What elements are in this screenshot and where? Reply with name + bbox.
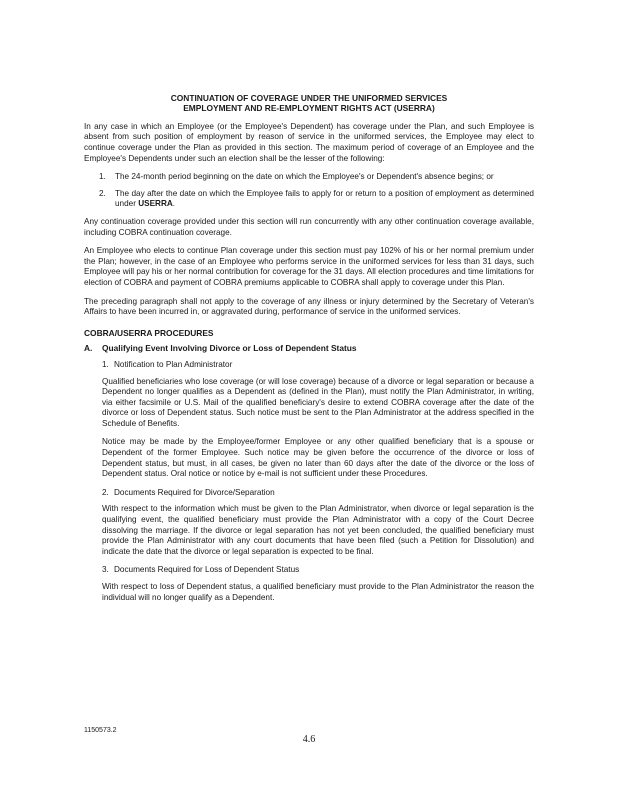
subsection-title: Qualifying Event Involving Divorce or Loss of Dependent Status [102,343,357,354]
list-item-text: The 24-month period beginning on the date on which the Employee's or Dependent's absence begins; or [115,172,494,182]
item-heading [102,360,534,371]
page-number: 4.6 [302,734,316,745]
list-item [84,172,534,183]
item-paragraph: Notice may be made by the Employee/former Employee or any other qualified beneficiary that is a spouse or Dependent of the former Employee. Such notice may be given before the occurrence of the divorce or loss of Dependent status, but must, in all cases, be given no later than 60 days after the date of the divorce or the loss of Dependent status. Oral notice or notice by e-mail is not sufficient under these Procedures. [102,437,534,479]
intro-paragraph: In any case in which an Employee (or the Employee's Dependent) has coverage under the Plan, and such Employee is absent from such position of employment by reason of service in the uniformed services, the Employee may elect to continue coverage under the Plan as provided in this section. The maximum period of coverage of an Employee and the Employee's Dependents under such an election shall be the lesser of the following: [84,121,534,163]
subsection-letter: A. [84,343,93,354]
item-number: 2. [102,487,109,497]
item-heading [102,565,534,576]
item-heading [102,488,534,499]
exclusion-paragraph: The preceding paragraph shall not apply to the coverage of any illness or injury determined by the Secretary of Veteran's Affairs to have been incurred in, or aggravated during, performance of service in the uniformed services. [84,296,534,317]
subsection-body [102,360,534,603]
list-item-text-lead: The day after the date on which the Employee fails to apply for or return to a position of employment as determined under [115,188,534,209]
document-body [84,93,534,611]
coverage-period-list [84,172,534,210]
item-title: Documents Required for Divorce/Separation [114,487,275,497]
list-item-number: 2. [99,188,106,198]
list-item-text [115,189,534,210]
item-number: 3. [102,565,109,575]
item-paragraph: With respect to loss of Dependent status, a qualified beneficiary must provide to the Plan Administrator the reason the individual will no longer qualify as a Dependent. [102,582,534,602]
premium-paragraph: An Employee who elects to continue Plan coverage under this section must pay 102% of his or her normal premium under the Plan; however, in the case of an Employee who performs service in the uniformed services for less than 31 days, such Employee will pay his or her normal contribution for coverage for the 31 days. All election procedures and time limitations for election of COBRA and payment of COBRA premiums applicable to COBRA shall apply to coverage under this Plan. [84,246,534,287]
item-paragraph: Qualified beneficiaries who lose coverage (or will lose coverage) because of a divorce or legal separation or because a Dependent no longer qualifies as a Dependent as (defined in the Plan), must notify the Plan Administrator, in writing, via either facsimile or U.S. Mail of the qualified beneficiary's desire to extend COBRA coverage after the date of the divorce or loss of Dependent status. Such notice must be sent to the Plan Administrator at the address specified in the Schedule of Benefits. [102,376,534,428]
list-item [84,189,534,210]
userra-term: USERRA [138,199,173,209]
title-line-2: EMPLOYMENT AND RE-EMPLOYMENT RIGHTS ACT (USERRA) [183,103,435,114]
section-heading: COBRA/USERRA PROCEDURES [84,327,214,338]
document-title [84,93,534,114]
item-number: 1. [102,359,109,369]
item-title: Notification to Plan Administrator [114,359,233,369]
item-paragraph: With respect to the information which must be given to the Plan Administrator, when divorce or legal separation is the qualifying event, the qualified beneficiary must provide the Plan Administrator with a copy of the Court Decree dissolving the marriage. If the divorce or legal separation has not yet been concluded, the qualified beneficiary must provide the Plan Administrator with any court documents that have been filed (such a Petition for Dissolution) and indicate the date that the divorce or legal separation is expected to be final. [102,504,534,556]
document-id: 1150573.2 [84,727,117,734]
list-item-text-tail: . [172,199,176,209]
title-line-1: CONTINUATION OF COVERAGE UNDER THE UNIFORMED SERVICES [170,93,448,103]
item-title: Documents Required for Loss of Dependent Status [114,565,300,575]
subsection-heading [84,343,534,354]
list-item-number: 1. [99,172,106,182]
concurrent-coverage-paragraph: Any continuation coverage provided under this section will run concurrently with any other continuation coverage available, including COBRA continuation coverage. [84,216,534,237]
